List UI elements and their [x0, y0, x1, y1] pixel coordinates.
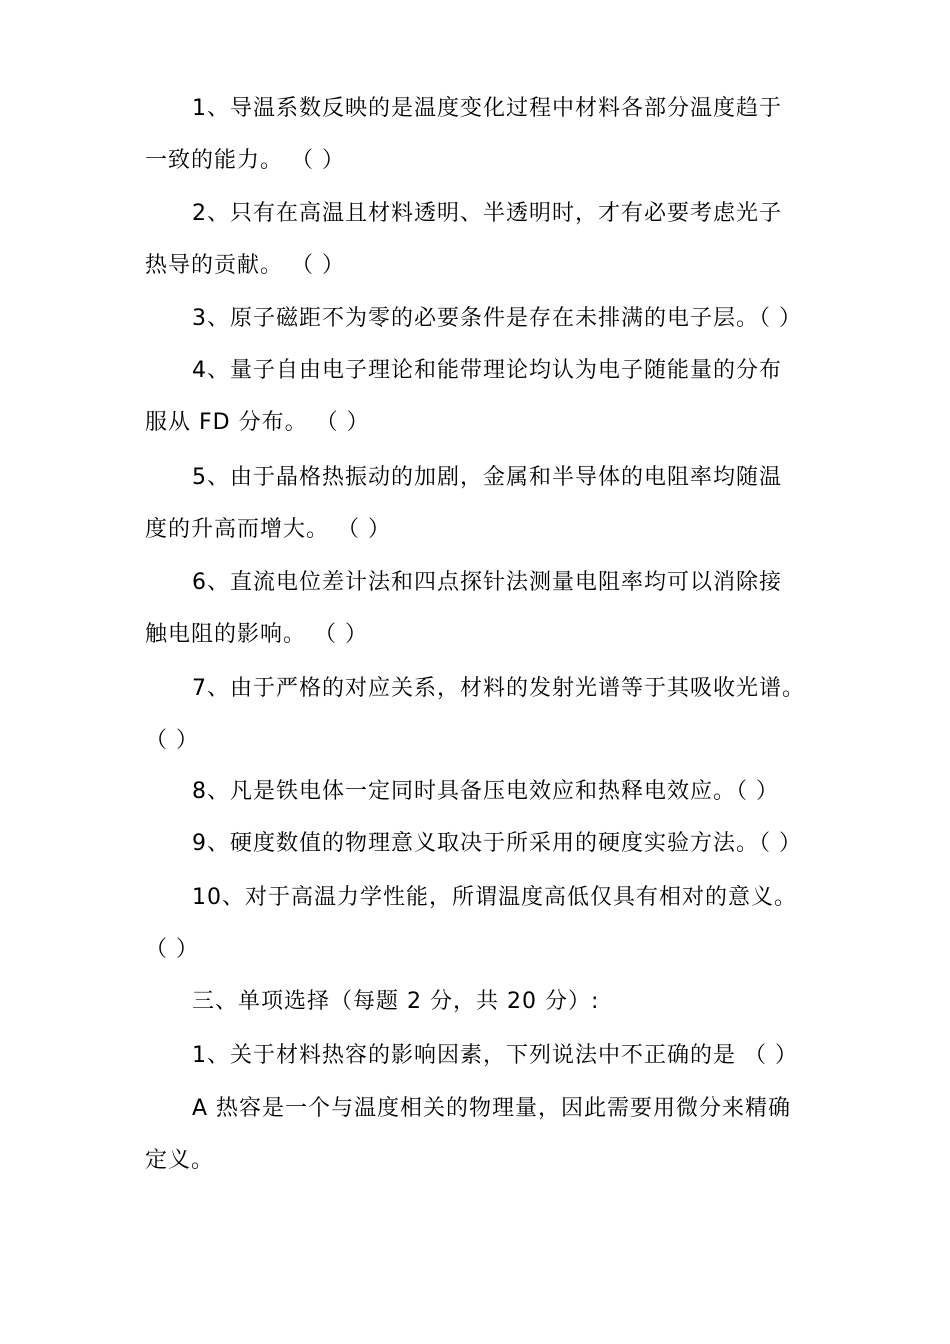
question-2-line-2: 热导的贡献。 （ ）	[145, 253, 345, 278]
question-4-line-2: 服从 FD 分布。 （ ）	[145, 410, 370, 435]
question-8-line-1: 8、凡是铁电体一定同时具备压电效应和热释电效应。（ ）	[192, 779, 779, 804]
section-heading-text: 三、单项选择（每题 2 分，共 20 分）:	[192, 989, 600, 1014]
question-8	[145, 766, 809, 818]
question-2	[145, 188, 809, 292]
mc-question-1	[145, 1030, 809, 1082]
mc-question-1-text: 1、关于材料热容的影响因素，下列说法中不正确的是 （ ）	[192, 1043, 798, 1068]
question-5-line-2: 度的升高而增大。 （ ）	[145, 517, 391, 542]
question-3	[145, 293, 809, 345]
question-4-line-1: 4、量子自由电子理论和能带理论均认为电子随能量的分布	[192, 358, 782, 383]
question-1	[145, 83, 809, 187]
question-5	[145, 452, 809, 556]
question-9	[145, 818, 809, 870]
section-heading	[145, 976, 809, 1028]
question-10-line-2: （ ）	[145, 937, 199, 962]
question-9-line-1: 9、硬度数值的物理意义取决于所采用的硬度实验方法。（ ）	[192, 831, 802, 856]
question-1-line-1: 1、导温系数反映的是温度变化过程中材料各部分温度趋于	[192, 96, 782, 121]
question-5-line-1: 5、由于晶格热振动的加剧，金属和半导体的电阻率均随温	[192, 465, 782, 490]
question-10-line-1: 10、对于高温力学性能，所谓温度高低仅具有相对的意义。	[192, 885, 797, 910]
question-10	[145, 872, 809, 976]
question-6-line-1: 6、直流电位差计法和四点探针法测量电阻率均可以消除接	[192, 570, 782, 595]
question-7	[145, 663, 809, 767]
question-3-line-1: 3、原子磁距不为零的必要条件是存在未排满的电子层。（ ）	[192, 306, 802, 331]
mc-option-a	[145, 1083, 809, 1187]
question-2-line-1: 2、只有在高温且材料透明、半透明时，才有必要考虑光子	[192, 201, 782, 226]
mc-option-a-line-1: A 热容是一个与温度相关的物理量，因此需要用微分来精确	[192, 1096, 792, 1121]
mc-option-a-line-2: 定义。	[145, 1148, 215, 1173]
question-6-line-2: 触电阻的影响。 （ ）	[145, 622, 368, 647]
question-4	[145, 345, 809, 449]
question-7-line-2: （ ）	[145, 728, 199, 753]
question-1-line-2: 一致的能力。 （ ）	[145, 148, 345, 173]
question-6	[145, 557, 809, 661]
question-7-line-1: 7、由于严格的对应关系，材料的发射光谱等于其吸收光谱。	[192, 676, 805, 701]
